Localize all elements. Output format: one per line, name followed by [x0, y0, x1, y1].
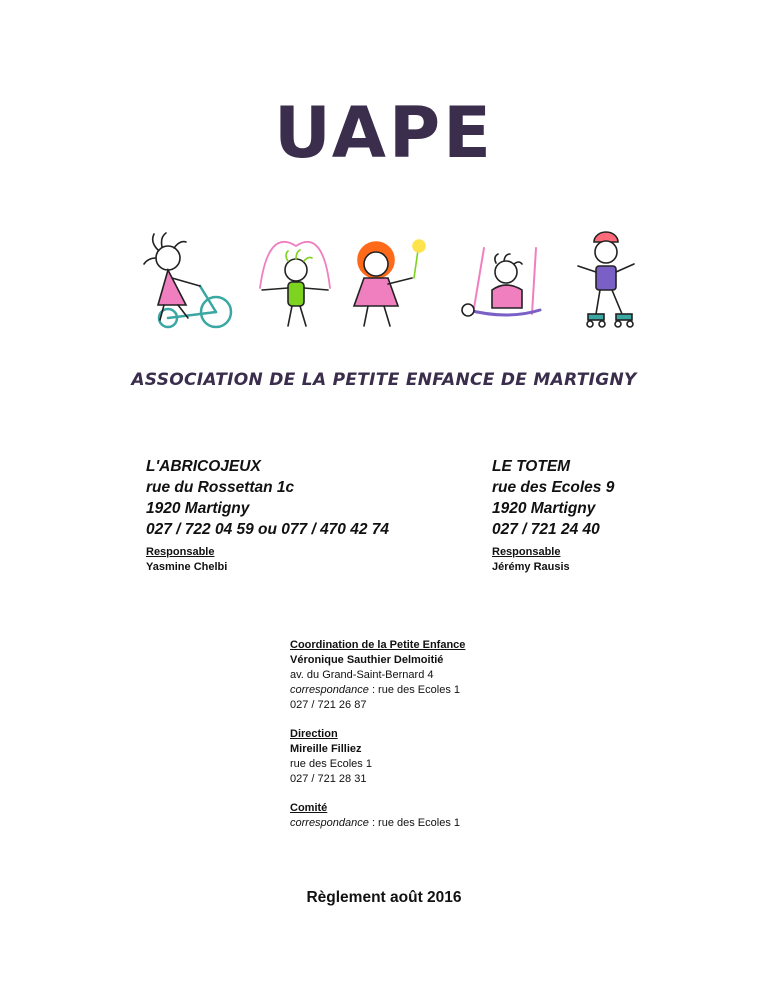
comite-heading: Comité	[290, 802, 328, 814]
association-name: ASSOCIATION DE LA PETITE ENFANCE DE MARTIGNY	[131, 370, 637, 390]
children-illustration	[138, 228, 648, 338]
comite-block	[290, 801, 460, 831]
responsable-label: Responsable	[146, 546, 215, 558]
site-street: rue des Ecoles 9	[492, 479, 615, 496]
girl-jumping-rope-icon	[260, 242, 330, 326]
coordination-address: av. du Grand-Saint-Bernard 4	[290, 669, 434, 681]
responsable-abricojeux	[146, 545, 227, 575]
girl-on-rollerblades-icon	[578, 232, 634, 327]
correspondance-value: : rue des Ecoles 1	[368, 684, 460, 696]
coordination-phone: 027 / 721 26 87	[290, 699, 367, 711]
direction-phone: 027 / 721 28 31	[290, 773, 367, 785]
direction-name: Mireille Filliez	[290, 743, 362, 755]
responsable-name: Yasmine Chelbi	[146, 561, 228, 573]
coordination-block	[290, 638, 465, 713]
responsable-totem	[492, 545, 570, 575]
site-abricojeux	[146, 456, 389, 540]
site-street: rue du Rossettan 1c	[146, 479, 295, 496]
footer-reglement: Règlement août 2016	[306, 889, 462, 906]
responsable-name: Jérémy Rausis	[492, 561, 570, 573]
correspondance-label: correspondance	[290, 817, 369, 829]
site-city: 1920 Martigny	[492, 500, 596, 517]
coordination-name: Véronique Sauthier Delmoitié	[290, 654, 444, 666]
direction-address: rue des Ecoles 1	[290, 758, 372, 770]
coordination-correspondance	[290, 683, 465, 698]
site-name: LE TOTEM	[492, 458, 571, 475]
coordination-heading: Coordination de la Petite Enfance	[290, 639, 466, 651]
responsable-label: Responsable	[492, 546, 561, 558]
site-name: L'ABRICOJEUX	[146, 458, 261, 475]
direction-heading: Direction	[290, 728, 338, 740]
correspondance-value: : rue des Ecoles 1	[368, 817, 460, 829]
girl-holding-flower-icon	[354, 240, 425, 326]
comite-correspondance	[290, 816, 460, 831]
site-city: 1920 Martigny	[146, 500, 250, 517]
girl-on-swing-icon	[462, 248, 540, 316]
site-totem	[492, 456, 614, 540]
site-phone: 027 / 722 04 59 ou 077 / 470 42 74	[146, 521, 390, 538]
direction-block	[290, 727, 372, 787]
girl-on-tricycle-icon	[144, 233, 231, 327]
correspondance-label: correspondance	[290, 684, 369, 696]
page-title: UAPE	[274, 92, 494, 174]
site-phone: 027 / 721 24 40	[492, 521, 600, 538]
